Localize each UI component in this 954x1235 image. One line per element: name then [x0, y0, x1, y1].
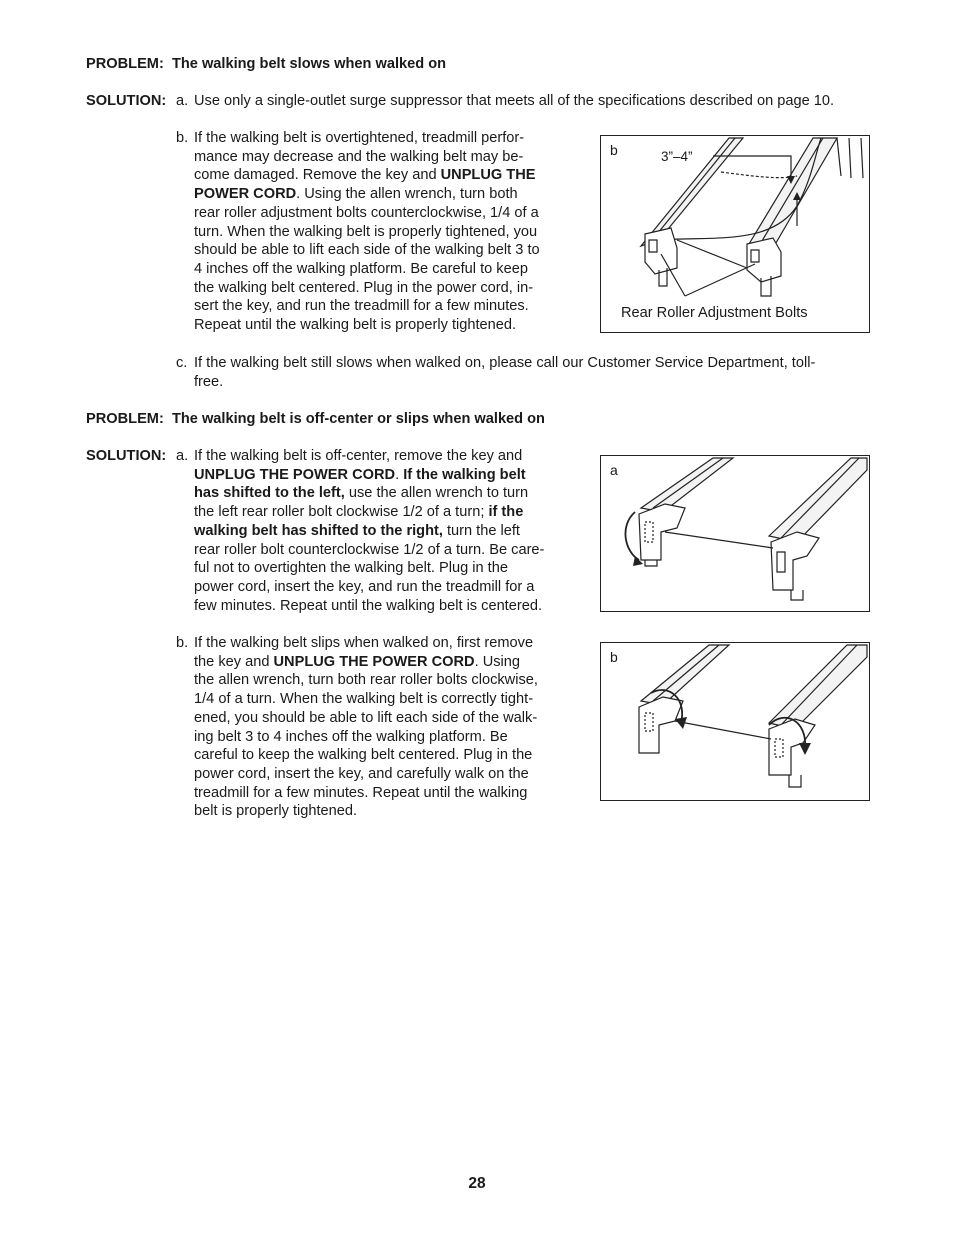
text-run: .	[395, 466, 404, 483]
figure-belt-tension	[600, 135, 870, 333]
text-line: rear roller bolt counterclockwise 1/2 of a turn. Be care-	[194, 541, 545, 558]
text-line: belt is properly tightened.	[194, 803, 358, 820]
text-line	[194, 185, 540, 204]
solution-label-1: SOLUTION:	[86, 93, 167, 109]
figure-belt-centering	[600, 455, 870, 612]
item-letter: a.	[176, 448, 189, 464]
text-line: If the walking belt is overtightened, treadmill perfor-	[194, 130, 525, 146]
bold-run: UNPLUG THE POWER CORD	[273, 653, 475, 670]
text-line: ful not to overtighten the walking belt. Plug in the	[194, 560, 508, 577]
text-line: rear roller adjustment bolts counterclockwise, 1/4 of a	[194, 204, 539, 221]
text-line	[194, 466, 544, 485]
text-line: should be able to lift each side of the walking belt 3 to	[194, 242, 540, 259]
bold-run: has shifted to the left,	[194, 485, 345, 502]
bold-run: UNPLUG THE POWER CORD	[194, 466, 396, 483]
solution-2a	[176, 447, 544, 615]
treadmill-centering-illustration	[601, 456, 871, 613]
text-line: Repeat until the walking belt is properly tightened.	[194, 317, 517, 334]
text-line: If the walking belt still slows when walked on, please call our Customer Service Department, toll-	[194, 355, 816, 371]
text-line: mance may decrease and the walking belt may be-	[194, 148, 524, 165]
figure-label: a	[610, 462, 618, 478]
text-line: the allen wrench, turn both rear roller bolts clockwise,	[194, 672, 538, 689]
text-line: free.	[194, 373, 224, 390]
text-line: sert the key, and run the treadmill for a few minutes.	[194, 298, 529, 315]
text-run: turn the left	[442, 522, 520, 539]
text-run: the key and	[194, 653, 274, 670]
text-line: ened, you should be able to lift each side of the walk-	[194, 709, 538, 726]
bold-run: if the	[488, 504, 524, 521]
problem-heading-1	[86, 55, 446, 74]
text-line: power cord, insert the key, and run the treadmill for a	[194, 578, 535, 595]
solution-1c	[176, 354, 815, 391]
text-line: careful to keep the walking belt centered. Plug in the	[194, 747, 533, 764]
item-letter: a.	[176, 93, 189, 109]
figure-label: b	[610, 142, 618, 158]
text-line	[194, 653, 538, 672]
bold-run: UNPLUG THE	[440, 167, 536, 184]
problem-title: The walking belt slows when walked on	[171, 56, 447, 72]
text-line: If the walking belt slips when walked on, first remove	[194, 635, 534, 651]
figure-label: b	[610, 649, 618, 665]
solution-1b	[176, 129, 540, 335]
text-line	[194, 166, 540, 185]
text-run: come damaged. Remove the key and	[194, 167, 441, 184]
solution-2b	[176, 634, 538, 821]
solution-1a-text: Use only a single-outlet surge suppressor that meets all of the specifications described on page 10.	[194, 93, 835, 109]
text-line: power cord, insert the key, and carefully walk on the	[194, 765, 529, 782]
text-run: use the allen wrench to turn	[344, 485, 529, 502]
text-line	[194, 484, 544, 503]
text-line	[194, 503, 544, 522]
item-letter: b.	[176, 635, 189, 651]
text-line: the walking belt centered. Plug in the power cord, in-	[194, 279, 534, 296]
text-line: treadmill for a few minutes. Repeat until the walking	[194, 784, 528, 801]
text-line: few minutes. Repeat until the walking belt is centered.	[194, 597, 543, 614]
text-run: the left rear roller bolt clockwise 1/2 of a turn;	[194, 504, 489, 521]
text-line	[194, 522, 544, 541]
problem-heading-2	[86, 410, 545, 429]
text-line: 4 inches off the walking platform. Be careful to keep	[194, 260, 528, 277]
text-line: If the walking belt is off-center, remove the key and	[194, 448, 523, 464]
item-letter: c.	[176, 355, 188, 371]
text-line: ing belt 3 to 4 inches off the walking platform. Be	[194, 728, 508, 745]
bold-run: If the walking belt	[403, 466, 526, 483]
figure-caption: Rear Roller Adjustment Bolts	[621, 305, 808, 321]
problem-title: The walking belt is off-center or slips when walked on	[171, 411, 545, 427]
figure-belt-slipping	[600, 642, 870, 801]
problem-label: PROBLEM:	[86, 56, 164, 72]
solution-1a	[176, 92, 834, 111]
item-letter: b.	[176, 130, 189, 146]
bold-run: walking belt has shifted to the right,	[194, 522, 443, 539]
text-run: . Using	[474, 653, 521, 670]
bold-run: POWER CORD	[194, 186, 297, 203]
figure-measurement: 3”–4”	[661, 149, 693, 164]
problem-label: PROBLEM:	[86, 411, 164, 427]
solution-label-2: SOLUTION:	[86, 448, 167, 464]
text-line: 1/4 of a turn. When the walking belt is correctly tight-	[194, 691, 534, 708]
text-line: turn. When the walking belt is properly tightened, you	[194, 223, 538, 240]
treadmill-slip-illustration	[601, 643, 871, 802]
page-number: 28	[468, 1175, 486, 1192]
text-run: . Using the allen wrench, turn both	[296, 186, 518, 203]
